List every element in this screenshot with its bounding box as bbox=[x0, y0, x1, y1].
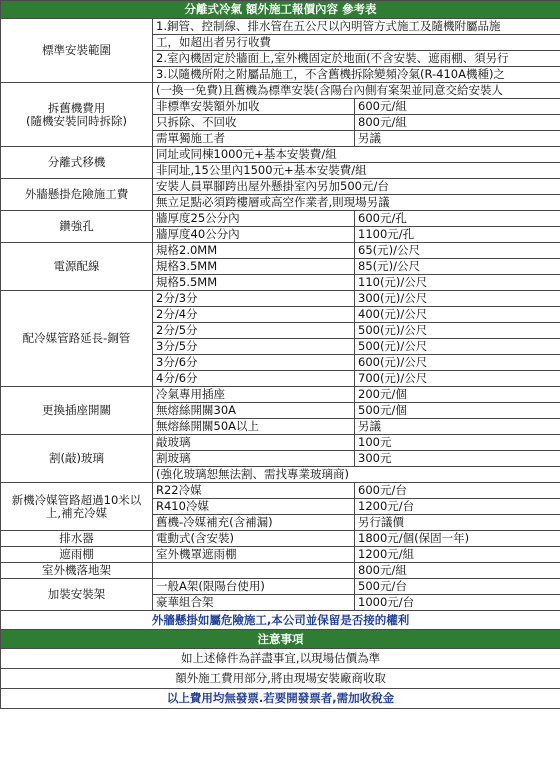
glass-row-price: 300元 bbox=[355, 451, 560, 467]
pipe-row-price: 500(元)/公尺 bbox=[355, 323, 560, 339]
socket-label: 更換插座開關 bbox=[1, 387, 153, 435]
socket-row-desc: 無熔絲開關50A以上 bbox=[153, 419, 355, 435]
removal-row-price: 800元/組 bbox=[355, 115, 560, 131]
pipe-row-price: 600(元)/公尺 bbox=[355, 355, 560, 371]
glass-row-desc: 敲玻璃 bbox=[153, 435, 355, 451]
glass-note: (強化玻璃恕無法割、需找專業玻璃商) bbox=[153, 467, 560, 483]
rack-row-desc: 一般A架(限陽台使用) bbox=[153, 579, 355, 595]
drilling-row-desc: 牆厚度25公分內 bbox=[153, 211, 355, 227]
standard-item-1b: 工，如超出者另行收費 bbox=[153, 35, 560, 51]
power-row-desc: 規格2.0MM bbox=[153, 243, 355, 259]
removal-label bbox=[1, 83, 153, 147]
socket-row-price: 200元/個 bbox=[355, 387, 560, 403]
hazard-row: 無立足點必須跨樓層或高空作業者,則現場另議 bbox=[153, 195, 560, 211]
rack-label: 加裝安裝架 bbox=[1, 579, 153, 611]
removal-row-desc: 非標準安裝額外加收 bbox=[153, 99, 355, 115]
refrigerant-label bbox=[1, 483, 153, 531]
removal-label-line2: (隨機安裝同時拆除) bbox=[26, 113, 127, 128]
socket-row-desc: 冷氣專用插座 bbox=[153, 387, 355, 403]
pipe-row-desc: 3分/6分 bbox=[153, 355, 355, 371]
sheet-title: 分離式冷氣 額外施工報價內容 參考表 bbox=[1, 1, 560, 19]
power-row-desc: 規格3.5MM bbox=[153, 259, 355, 275]
shelter-price: 1200元/組 bbox=[355, 547, 560, 563]
hazard-row: 安裝人員單腳跨出屋外懸掛室內另加500元/台 bbox=[153, 179, 560, 195]
pipe-row-price: 300(元)/公尺 bbox=[355, 291, 560, 307]
pipe-row-desc: 2分/5分 bbox=[153, 323, 355, 339]
power-row-price: 110(元)/公尺 bbox=[355, 275, 560, 291]
floor-rack-price: 800元/組 bbox=[355, 563, 560, 579]
socket-row-price: 另議 bbox=[355, 419, 560, 435]
removal-note: (一換一免費)且舊機為標準安裝(含陽台內側有案架並同意交給安裝人 bbox=[153, 83, 560, 99]
drain-label: 排水器 bbox=[1, 531, 153, 547]
rack-row-desc: 豪華組合架 bbox=[153, 595, 355, 611]
refrigerant-row-desc: 舊機-冷媒補充(含補漏) bbox=[153, 515, 355, 531]
drilling-row-price: 600元/孔 bbox=[355, 211, 560, 227]
drilling-label: 鑽強孔 bbox=[1, 211, 153, 243]
pipe-row-price: 500(元)/公尺 bbox=[355, 339, 560, 355]
floor-rack-desc bbox=[153, 563, 355, 579]
standard-item-2: 2.室內機固定於牆面上,室外機固定於地面(不含安裝、遮雨棚、須另行 bbox=[153, 51, 560, 67]
refrigerant-row-price: 另行議價 bbox=[355, 515, 560, 531]
drain-desc: 電動式(含安裝) bbox=[153, 531, 355, 547]
drilling-row-price: 1100元/孔 bbox=[355, 227, 560, 243]
notice-line-1: 如上述條件為詳盡事宜,以現場估價為準 bbox=[1, 649, 560, 669]
removal-row-desc: 需單獨施工者 bbox=[153, 131, 355, 147]
refrigerant-row-price: 1200元/台 bbox=[355, 499, 560, 515]
removal-label-line1: 拆舊機費用 bbox=[47, 100, 106, 115]
pipe-row-desc: 2分/4分 bbox=[153, 307, 355, 323]
removal-row-price: 另議 bbox=[355, 131, 560, 147]
drilling-row-desc: 牆厚度40公分內 bbox=[153, 227, 355, 243]
floor-rack-label: 室外機落地架 bbox=[1, 563, 153, 579]
rack-row-price: 1000元/台 bbox=[355, 595, 560, 611]
glass-row-price: 100元 bbox=[355, 435, 560, 451]
pipe-row-price: 400(元)/公尺 bbox=[355, 307, 560, 323]
socket-row-desc: 無熔絲開關30A bbox=[153, 403, 355, 419]
pipe-row-desc: 3分/5分 bbox=[153, 339, 355, 355]
hazard-warning: 外牆懸掛如屬危險施工,本公司並保留是否接的權利 bbox=[1, 611, 560, 630]
rack-row-price: 500元/台 bbox=[355, 579, 560, 595]
notice-line-2: 額外施工費用部分,將由現場安裝廠商收取 bbox=[1, 669, 560, 689]
refrigerant-label-line2: 上,補充冷媒 bbox=[45, 505, 108, 520]
refrigerant-row-price: 600元/台 bbox=[355, 483, 560, 499]
pipe-row-price: 700(元)/公尺 bbox=[355, 371, 560, 387]
hazard-label: 外牆懸掛危險施工費 bbox=[1, 179, 153, 211]
socket-row-price: 500元/個 bbox=[355, 403, 560, 419]
glass-label: 割(敲)玻璃 bbox=[1, 435, 153, 483]
refrigerant-row-desc: R22冷媒 bbox=[153, 483, 355, 499]
glass-row-desc: 割玻璃 bbox=[153, 451, 355, 467]
removal-row-price: 600元/組 bbox=[355, 99, 560, 115]
relocation-row: 非同址,15公里內1500元+基本安裝費/組 bbox=[153, 163, 560, 179]
notice-line-3: 以上費用均無發票.若要開發票者,需加收稅金 bbox=[1, 689, 560, 709]
pipe-row-desc: 2分/3分 bbox=[153, 291, 355, 307]
relocation-row: 同址或同棟1000元+基本安裝費/組 bbox=[153, 147, 560, 163]
refrigerant-label-line1: 新機冷媒管路超過10米以 bbox=[11, 492, 142, 507]
pipe-label: 配冷媒管路延長-銅管 bbox=[1, 291, 153, 387]
standard-install-label: 標準安裝範圍 bbox=[1, 19, 153, 83]
standard-item-3: 3.以隨機所附之附屬品施工，不含舊機拆除變頻冷氣(R-410A機種)之 bbox=[153, 67, 560, 83]
removal-row-desc: 只拆除、不回收 bbox=[153, 115, 355, 131]
shelter-desc: 室外機罩遮雨棚 bbox=[153, 547, 355, 563]
standard-item-1a: 1.銅管、控制線、排水管在五公尺以內明管方式施工及隨機附屬品施 bbox=[153, 19, 560, 35]
power-row-desc: 規格5.5MM bbox=[153, 275, 355, 291]
pipe-row-desc: 4分/6分 bbox=[153, 371, 355, 387]
power-row-price: 65(元)/公尺 bbox=[355, 243, 560, 259]
power-row-price: 85(元)/公尺 bbox=[355, 259, 560, 275]
shelter-label: 遮雨棚 bbox=[1, 547, 153, 563]
power-label: 電源配線 bbox=[1, 243, 153, 291]
drain-price: 1800元/個(保固一年) bbox=[355, 531, 560, 547]
notice-title: 注意事項 bbox=[1, 630, 560, 649]
relocation-label: 分離式移機 bbox=[1, 147, 153, 179]
refrigerant-row-desc: R410冷媒 bbox=[153, 499, 355, 515]
